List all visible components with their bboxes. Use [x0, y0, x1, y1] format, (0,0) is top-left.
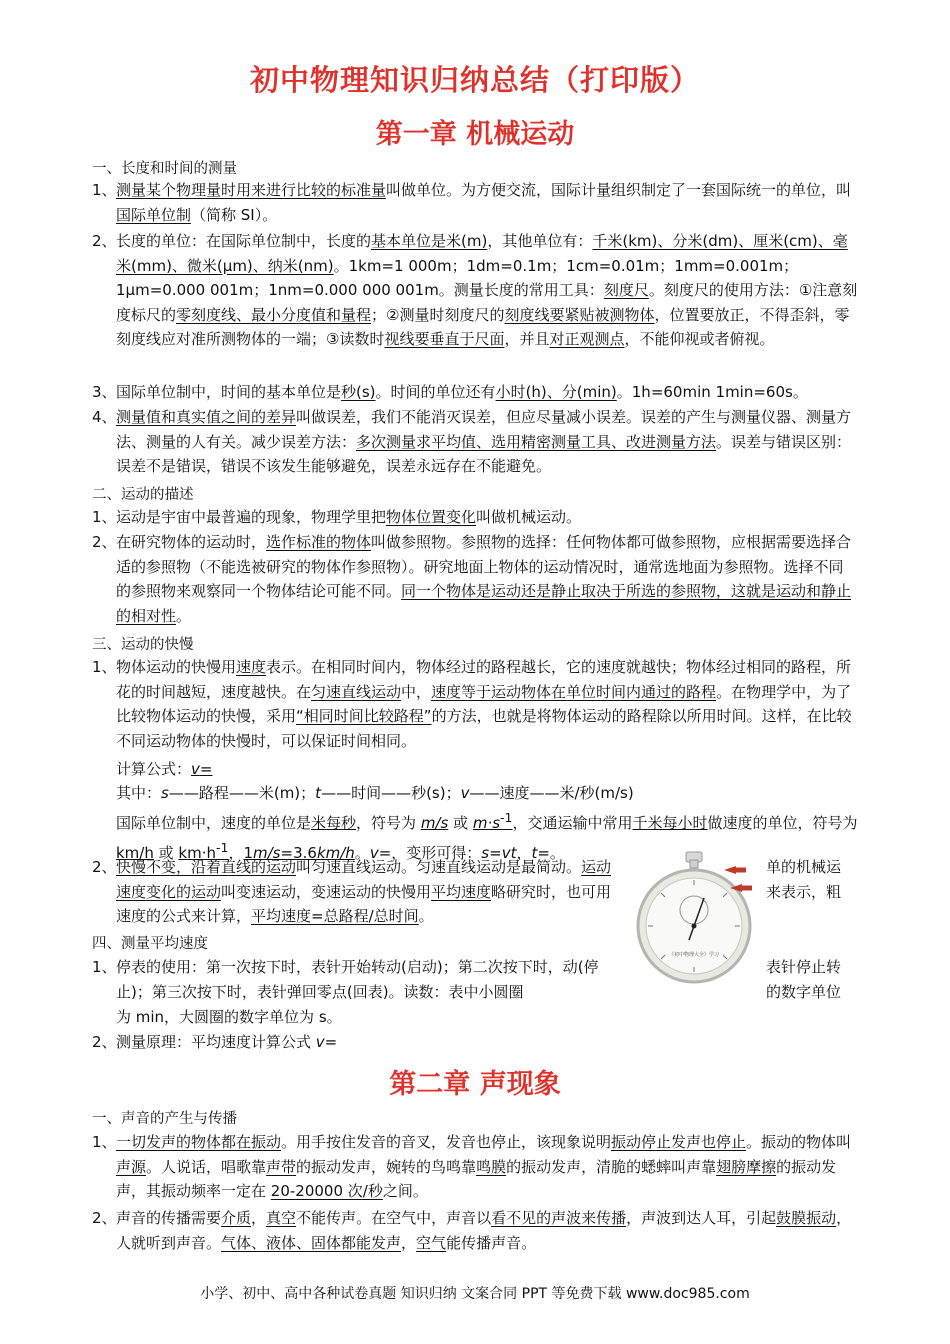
item-number: 2、	[92, 232, 117, 250]
item-text: 停表的使用：第一次按下时，表针开始转动(启动)；第二次按下时，动(停止)；第三次按下时，表针弹回零点(回表)。读数：表中小圆圈	[116, 958, 599, 1001]
stopwatch-caption: 《初中物理大全》学习	[668, 952, 720, 958]
list-item	[92, 178, 858, 227]
item-text: 测量值和真实值之间的差异叫做误差，我们不能消灭误差，但应尽量减小误差。误差的产生与测量仪器、测量方法、测量的人有关。减少误差方法：多次测量求平均值、选用精密测量工具、改进测量方法。误差与错误区别：误差不是错误，错误不该发生能够避免，误差永远存在不能避免。	[116, 408, 852, 475]
section-heading-speed: 三、运动的快慢	[92, 637, 194, 653]
section-heading-sound: 一、声音的产生与传播	[92, 1111, 237, 1127]
item-text: 测量原理：平均速度计算公式 v=	[116, 1033, 338, 1051]
list-item	[92, 380, 858, 405]
list-item	[92, 1030, 858, 1055]
list-item	[92, 1130, 858, 1204]
item-text: 在研究物体的运动时，选作标准的物体叫做参照物。参照物的选择：任何物体都可做参照物，应根据需要选择合适的参照物（不能选被研究的物体作参照物）。研究地面上物体的运动情况时，通常选地面为参照物。选择不同的参照物来观察同一个物体结论可能不同。同一个物体是运动还是静止取决于所选的参照物，这就是运动和静止的相对性。	[116, 533, 852, 625]
list-item	[92, 505, 858, 530]
item-continuation: 为 min，大圆圈的数字单位为 s。	[116, 1008, 342, 1026]
section-heading-length-time: 一、长度和时间的测量	[92, 161, 237, 177]
list-item	[92, 655, 858, 753]
list-item	[92, 405, 858, 479]
list-item	[92, 955, 614, 1004]
item-text: 测量某个物理量时用来进行比较的标准量叫做单位。为方便交流，国际计量组织制定了一套国际统一的单位，叫国际单位制（简称 SI）。	[116, 181, 852, 224]
formula-legend: 其中：s——路程——米(m)；t——时间——秒(s)；v——速度——米/秒(m/s)	[116, 784, 634, 802]
item-number: 1、	[92, 658, 117, 676]
wrapped-text-right: 的数字单位	[766, 983, 842, 1001]
item-number: 1、	[92, 181, 117, 199]
item-number: 3、	[92, 383, 117, 401]
item-number: 2、	[92, 1033, 117, 1051]
item-number: 2、	[92, 533, 117, 551]
item-number: 4、	[92, 408, 117, 426]
wrapped-text-right: 来表示，粗	[766, 883, 842, 901]
item-number: 2、	[92, 1209, 117, 1227]
item-number: 1、	[92, 1133, 117, 1151]
section-heading-average-speed: 四、测量平均速度	[92, 936, 208, 952]
item-text: 一切发声的物体都在振动。用手按住发音的音叉，发音也停止，该现象说明振动停止发声也停止。振动的物体叫声源。人说话，唱歌靠声带的振动发声，婉转的鸟鸣靠鸣膜的振动发声，清脆的蟋蟀叫声靠翅膀摩擦的振动发声，其振动频率一定在 20-20000 次/秒之间。	[116, 1133, 852, 1200]
chapter-2-title: 第二章 声现象	[389, 1069, 561, 1100]
section-heading-motion: 二、运动的描述	[92, 487, 194, 503]
list-item	[92, 530, 858, 628]
speed-formula: 计算公式：v=	[116, 760, 213, 778]
item-text: 长度的单位：在国际单位制中，长度的基本单位是米(m)，其他单位有：千米(km)、分米(dm)、厘米(cm)、毫米(mm)、微米(μm)、纳米(nm)。1km=1 000m；1dm=0.1m；1cm=0.01m；1mm=0.001m；1μm=0.000 001m；1nm=0.000 000 001m。测量长度的常用工具：刻度尺。刻度尺的使用方法：①注意刻度标尺的零刻度线、最小分度值和量程；②测量时刻度尺的刻度线要紧贴被测物体，位置要放正，不得歪斜，零刻度线应对准所测物体的一端；③读数时视线要垂直于尺面，并且对正观测点，不能仰视或者俯视。	[116, 232, 858, 348]
list-item	[92, 855, 614, 929]
item-text: 国际单位制中，时间的基本单位是秒(s)。时间的单位还有小时(h)、分(min)。1h=60min 1min=60s。	[116, 383, 808, 401]
wrapped-text-right: 表针停止转	[766, 958, 842, 976]
chapter-1-title: 第一章 机械运动	[375, 119, 575, 150]
item-text: 快慢不变，沿着直线的运动叫匀速直线运动。匀速直线运动是最简动。运动速度变化的运动叫变速运动，变速运动的快慢用平均速度略研究时，也可用速度的公式来计算，平均速度=总路程/总时间。	[116, 858, 612, 925]
item-number: 1、	[92, 958, 117, 976]
item-text: 运动是宇宙中最普遍的现象，物理学里把物体位置变化叫做机械运动。	[116, 508, 582, 526]
wrapped-text-right: 单的机械运	[766, 858, 842, 876]
list-item	[92, 229, 858, 352]
item-number: 1、	[92, 508, 117, 526]
item-text: 声音的传播需要介质，真空不能传声。在空气中，声音以看不见的声波来传播，声波到达人耳，引起鼓膜振动，人就听到声音。气体、液体、固体都能发声，空气能传播声音。	[116, 1209, 852, 1252]
item-text: 物体运动的快慢用速度表示。在相同时间内，物体经过的路程越长，它的速度就越快；物体经过相同的路程，所花的时间越短，速度越快。在匀速直线运动中，速度等于运动物体在单位时间内通过的路程。在物理学中，为了比较物体运动的快慢，采用“相同时间比较路程”的方法，也就是将物体运动的路程除以所用时间。这样，在比较不同运动物体的快慢时，可以保证时间相同。	[116, 658, 852, 750]
page-footer: 小学、初中、高中各种试卷真题 知识归纳 文案合同 PPT 等免费下载 www.doc985.com	[200, 1286, 750, 1302]
stopwatch-image	[632, 848, 756, 988]
item-number: 2、	[92, 858, 117, 876]
list-item	[92, 1206, 858, 1255]
document-title: 初中物理知识归纳总结（打印版）	[249, 63, 700, 97]
speed-units: 国际单位制中，速度的单位是米每秒，符号为 m/s 或 $m\cdot s^{-1}$，交通运输中常用千米每小时做速度的单位，符号为 km/h 或 $km\cdot h^{-1}$，1m/s=3.6km/h。v=，变形可得：s=vt，t=。	[116, 810, 858, 862]
